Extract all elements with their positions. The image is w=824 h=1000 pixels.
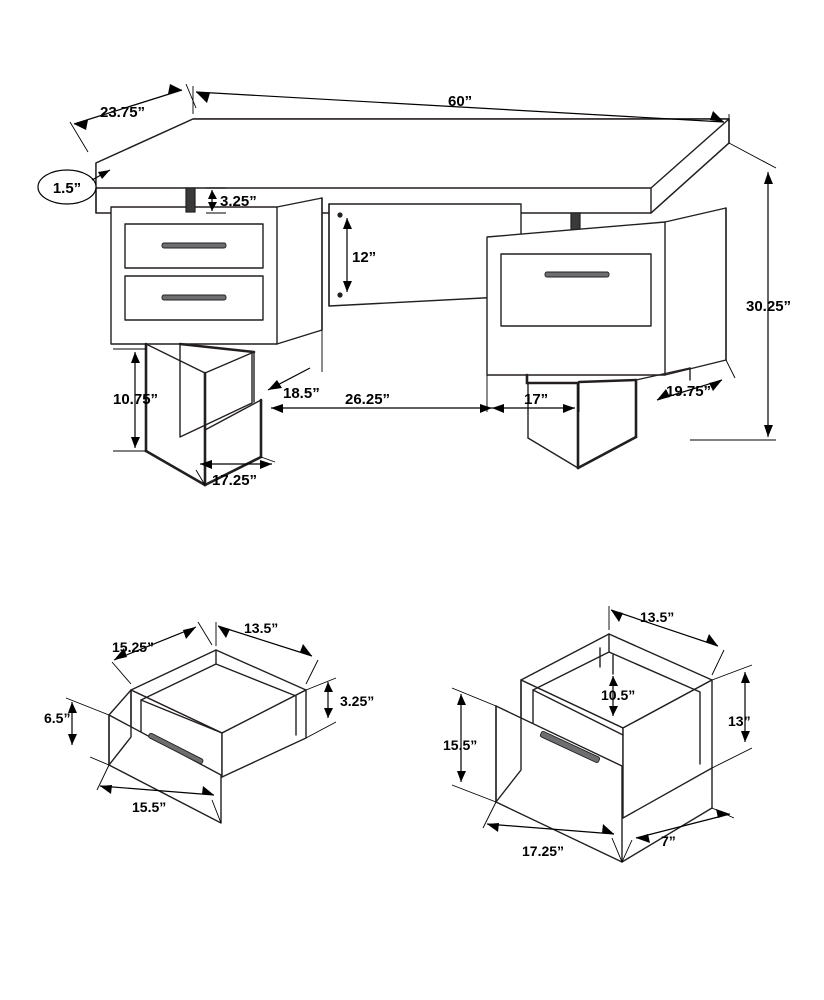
dim-text-right-cabinet-width: 17” bbox=[524, 391, 549, 408]
dim-large-drawer-side-depth bbox=[622, 808, 734, 862]
dim-desk-width bbox=[193, 86, 729, 122]
dim-large-drawer-inner-height bbox=[712, 665, 752, 768]
right-pedestal bbox=[487, 208, 726, 375]
dim-text-small-drawer-front-width: 15.5” bbox=[132, 799, 167, 815]
dim-leg-height bbox=[113, 349, 158, 451]
dim-text-top-thickness: 1.5” bbox=[52, 180, 82, 197]
dim-text-small-drawer-inner-height: 3.25” bbox=[340, 693, 375, 709]
main-desk-view bbox=[38, 84, 791, 489]
dim-right-cabinet-width bbox=[487, 375, 579, 413]
dim-text-left-leg-depth: 17.25” bbox=[212, 472, 258, 489]
dim-text-knee-space: 26.25” bbox=[345, 391, 391, 408]
dim-text-desk-depth: 23.75” bbox=[100, 104, 146, 121]
dim-text-desk-width: 60” bbox=[448, 93, 473, 110]
dim-text-large-drawer-side-depth: 7” bbox=[661, 833, 676, 849]
dim-text-small-drawer-side-depth: 15.25” bbox=[112, 639, 155, 655]
dim-text-large-drawer-front-height: 15.5” bbox=[443, 737, 478, 753]
dim-large-drawer-front-height bbox=[443, 688, 496, 802]
dim-text-right-cabinet-depth: 19.75” bbox=[666, 383, 712, 400]
dim-text-drawer-front-height: 3.25” bbox=[220, 193, 257, 210]
left-pedestal bbox=[111, 198, 322, 344]
dim-small-drawer-inner-height bbox=[306, 678, 374, 738]
dim-text-desk-height: 30.25” bbox=[746, 298, 792, 315]
dim-text-small-drawer-front-height: 6.5” bbox=[44, 710, 71, 726]
dim-text-large-drawer-front-width: 17.25” bbox=[522, 843, 565, 859]
dim-text-large-drawer-inner-width: 13.5” bbox=[640, 609, 675, 625]
dim-text-modesty-height: 12” bbox=[352, 249, 377, 266]
small-drawer-view bbox=[44, 620, 374, 823]
dim-text-small-drawer-inner-width: 13.5” bbox=[244, 620, 279, 636]
large-drawer-view bbox=[443, 606, 752, 862]
dim-text-left-cabinet-depth: 18.5” bbox=[283, 385, 320, 402]
small-drawer-body bbox=[109, 650, 306, 823]
dim-text-large-drawer-inner-depth: 10.5” bbox=[601, 687, 636, 703]
dim-small-drawer-front-height bbox=[44, 698, 109, 765]
dim-text-leg-height: 10.75” bbox=[113, 391, 159, 408]
dim-text-large-drawer-inner-height: 13” bbox=[728, 713, 751, 729]
